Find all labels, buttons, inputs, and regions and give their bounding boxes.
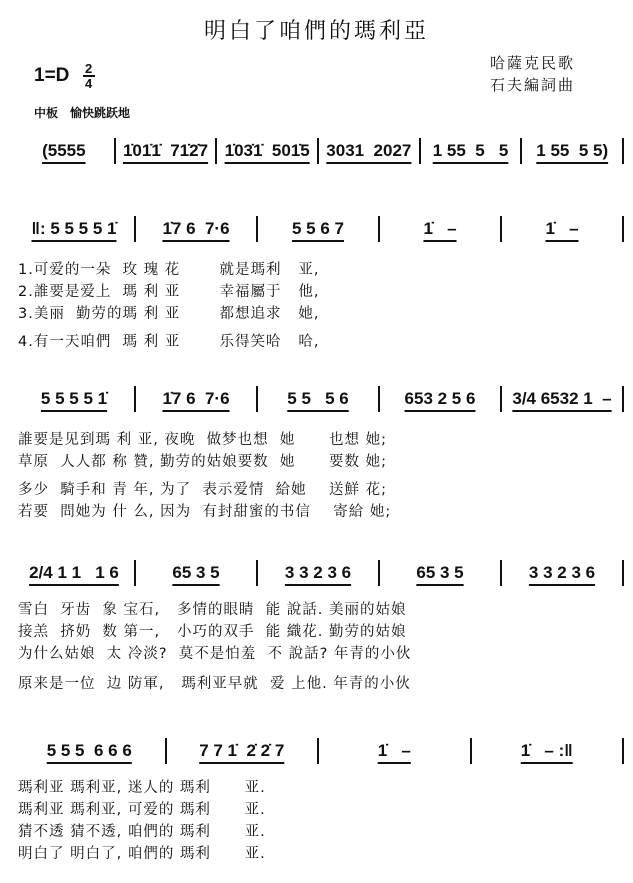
lyric-line: 猜不透 猜不透, 咱們的 瑪利 亚. <box>18 824 266 840</box>
measure: 1̇01̇1̇ 71̇2̇7 <box>122 141 209 160</box>
lyric-line: 多少 騎手和 青 年, 为了 表示爱情 給她 送鮮 花; <box>18 482 388 498</box>
key-signature <box>34 62 95 90</box>
bar-line <box>622 386 624 412</box>
measure: 65 3 5 <box>416 563 464 582</box>
lyric-line: 瑪利亚 瑪利亚, 可爱的 瑪利 亚. <box>18 802 266 818</box>
bar-line <box>622 138 624 164</box>
measure: 3 3 2 3 6 <box>528 563 596 582</box>
lyric-line: 草原 人人都 称 贊, 勤劳的姑娘要数 她 要数 她; <box>18 454 388 470</box>
staff-line <box>14 214 624 244</box>
staff-line <box>14 558 624 588</box>
lyric-line: 2.誰要是爱上 瑪 利 亚 幸福屬于 他, <box>18 284 320 300</box>
lyric-line: 3.美丽 勤劳的瑪 利 亚 都想追求 她, <box>18 306 320 322</box>
measure: 1̇ – :‖ <box>520 741 573 760</box>
measure: 1̇ – <box>377 741 411 760</box>
measure: 3/4 6532 1 – <box>512 389 612 408</box>
lyric-line: 雪白 牙齿 象 宝石, 多情的眼睛 能 說話. 美丽的姑娘 <box>18 602 407 618</box>
measure: 1̇ – <box>545 219 579 238</box>
lyric-line: 明白了 明白了, 咱們的 瑪利 亚. <box>18 846 266 862</box>
measure: 5 5 5 6 6 6 <box>46 741 132 760</box>
measure: 1̇7 6 7·6 <box>162 219 230 238</box>
song-title: 明白了咱們的瑪利亞 <box>203 19 429 44</box>
time-signature <box>83 62 95 90</box>
measure: 7 7 1̇ 2̇ 2̇ 7 <box>199 741 285 760</box>
measure: 3031 2027 <box>326 141 412 160</box>
measure: 653 2 5 6 <box>404 389 476 408</box>
measure: ‖: 5 5 5 5 1̇ <box>31 219 117 238</box>
measure: 5 5 6 7 <box>292 219 344 238</box>
bar-line <box>622 216 624 242</box>
lyric-line: 接羔 挤奶 数 第一, 小巧的双手 能 織花. 勤劳的姑娘 <box>18 624 407 640</box>
staff-line <box>14 136 624 166</box>
credit-author: 石夫編詞曲 <box>490 76 576 94</box>
lyric-line: 为什么姑娘 太 冷淡? 莫不是怕羞 不 說話? 年青的小伙 <box>18 646 412 662</box>
measure: 65 3 5 <box>172 563 220 582</box>
measure: 3 3 2 3 6 <box>284 563 352 582</box>
measure: 5 5 5 6 <box>287 389 349 408</box>
lyric-line: 若要 問她为 什 么, 因为 有封甜蜜的书信 寄給 她; <box>18 504 392 520</box>
key: 1=D <box>34 65 70 87</box>
measure: 1 55 5 5 <box>432 141 509 160</box>
lyric-line: 誰要是见到瑪 利 亚, 夜晚 做梦也想 她 也想 她; <box>18 432 388 448</box>
lyric-line: 1.可爱的一朵 玫 瑰 花 就是瑪利 亚, <box>18 262 320 278</box>
measure: 1̇ – <box>423 219 457 238</box>
measure: 1̇7 6 7·6 <box>162 389 230 408</box>
lyric-line: 4.有一天咱們 瑪 利 亚 乐得笑哈 哈, <box>18 334 320 350</box>
lyric-line: 瑪利亚 瑪利亚, 迷人的 瑪利 亚. <box>18 780 266 796</box>
tempo-marking: 中板 愉快跳跃地 <box>34 106 131 120</box>
bar-line <box>622 738 624 764</box>
time-top: 2 <box>85 61 93 76</box>
lyric-line: 原来是一位 边 防軍, 瑪利亚早就 爱 上他. 年青的小伙 <box>18 676 411 692</box>
time-bottom: 4 <box>85 76 93 91</box>
staff-line <box>14 384 624 414</box>
staff-line <box>14 736 624 766</box>
credit-origin: 哈薩克民歌 <box>490 54 576 72</box>
measure: (5555 <box>42 141 86 160</box>
bar-line <box>622 560 624 586</box>
measure: 1 55 5 5) <box>536 141 609 160</box>
measure: 5 5 5 5 1̇ <box>40 389 108 408</box>
measure: 1̇03̇1̇ 501̇5 <box>224 141 310 160</box>
measure: 2/4 1 1 1 6 <box>29 563 119 582</box>
